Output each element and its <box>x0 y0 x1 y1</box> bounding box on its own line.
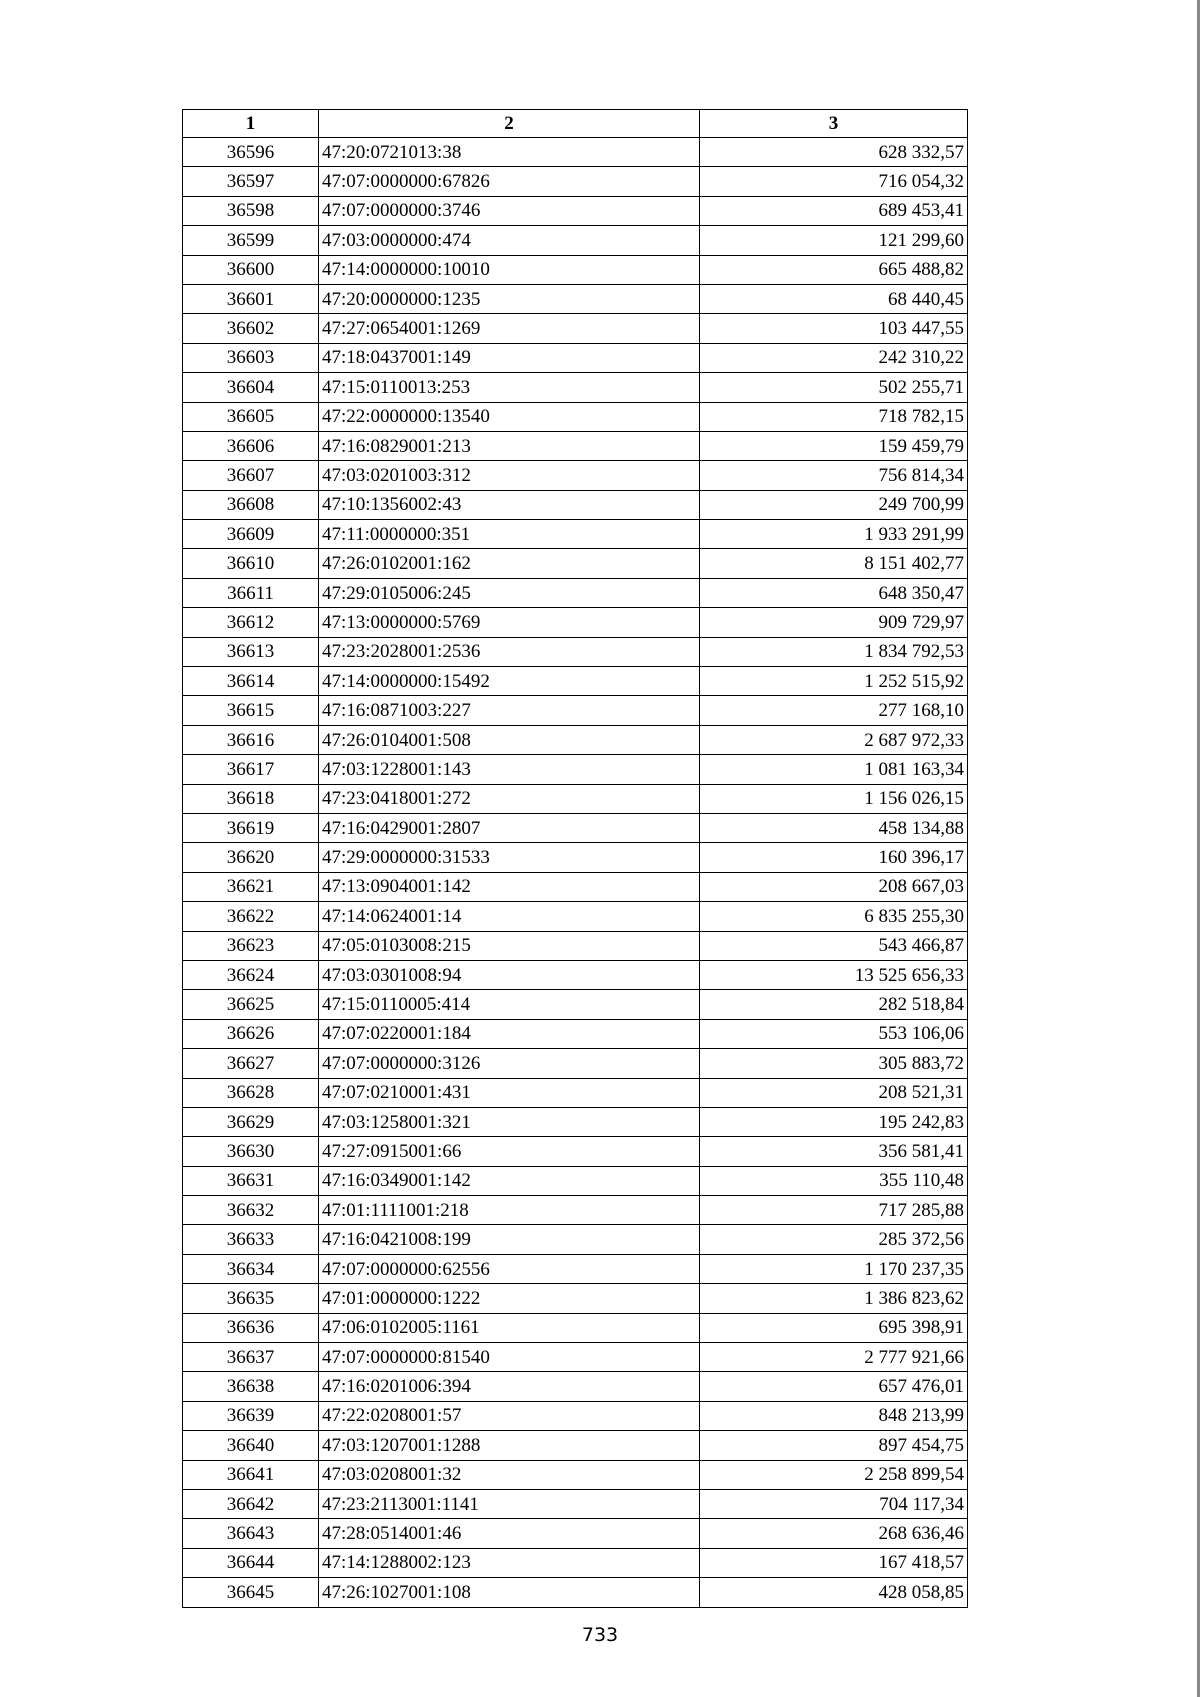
row-number-cell: 36612 <box>183 608 319 637</box>
table-row <box>183 373 968 402</box>
table-row <box>183 314 968 343</box>
value-cell: 1 834 792,53 <box>700 637 968 666</box>
value-cell: 716 054,32 <box>700 167 968 196</box>
cadastral-number-cell: 47:22:0000000:13540 <box>319 402 700 431</box>
value-cell: 689 453,41 <box>700 196 968 225</box>
row-number-cell: 36641 <box>183 1460 319 1489</box>
row-number-cell: 36624 <box>183 960 319 989</box>
value-cell: 167 418,57 <box>700 1548 968 1577</box>
value-cell: 195 242,83 <box>700 1107 968 1136</box>
cadastral-number-cell: 47:27:0915001:66 <box>319 1137 700 1166</box>
table-row <box>183 637 968 666</box>
value-cell: 159 459,79 <box>700 431 968 460</box>
row-number-cell: 36616 <box>183 725 319 754</box>
table-row <box>183 1548 968 1577</box>
row-number-cell: 36606 <box>183 431 319 460</box>
row-number-cell: 36627 <box>183 1049 319 1078</box>
cadastral-number-cell: 47:07:0220001:184 <box>319 1019 700 1048</box>
table-row <box>183 1225 968 1254</box>
value-cell: 2 777 921,66 <box>700 1343 968 1372</box>
cadastral-number-cell: 47:01:1111001:218 <box>319 1196 700 1225</box>
table-row <box>183 872 968 901</box>
row-number-cell: 36604 <box>183 373 319 402</box>
value-cell: 13 525 656,33 <box>700 960 968 989</box>
cadastral-number-cell: 47:14:0000000:10010 <box>319 255 700 284</box>
cadastral-number-cell: 47:10:1356002:43 <box>319 490 700 519</box>
row-number-cell: 36613 <box>183 637 319 666</box>
cadastral-number-cell: 47:11:0000000:351 <box>319 520 700 549</box>
row-number-cell: 36619 <box>183 813 319 842</box>
cadastral-number-cell: 47:18:0437001:149 <box>319 343 700 372</box>
cadastral-number-cell: 47:03:0301008:94 <box>319 960 700 989</box>
row-number-cell: 36621 <box>183 872 319 901</box>
cadastral-number-cell: 47:07:0000000:81540 <box>319 1343 700 1372</box>
row-number-cell: 36645 <box>183 1578 319 1607</box>
value-cell: 355 110,48 <box>700 1166 968 1195</box>
row-number-cell: 36618 <box>183 784 319 813</box>
value-cell: 208 667,03 <box>700 872 968 901</box>
data-table <box>182 109 968 1608</box>
row-number-cell: 36630 <box>183 1137 319 1166</box>
row-number-cell: 36642 <box>183 1489 319 1518</box>
row-number-cell: 36617 <box>183 755 319 784</box>
cadastral-number-cell: 47:26:0104001:508 <box>319 725 700 754</box>
row-number-cell: 36643 <box>183 1519 319 1548</box>
table-row <box>183 843 968 872</box>
table-row <box>183 343 968 372</box>
table-row <box>183 813 968 842</box>
row-number-cell: 36622 <box>183 902 319 931</box>
row-number-cell: 36607 <box>183 461 319 490</box>
cadastral-number-cell: 47:20:0721013:38 <box>319 138 700 167</box>
cadastral-number-cell: 47:05:0103008:215 <box>319 931 700 960</box>
row-number-cell: 36626 <box>183 1019 319 1048</box>
table-row <box>183 990 968 1019</box>
table-body <box>183 138 968 1608</box>
table-row <box>183 226 968 255</box>
page-number: 733 <box>581 1624 619 1646</box>
cadastral-number-cell: 47:23:2113001:1141 <box>319 1489 700 1518</box>
table-row <box>183 490 968 519</box>
table-header-row <box>183 110 968 138</box>
cadastral-number-cell: 47:23:0418001:272 <box>319 784 700 813</box>
row-number-cell: 36603 <box>183 343 319 372</box>
cadastral-number-cell: 47:13:0904001:142 <box>319 872 700 901</box>
table-row <box>183 1049 968 1078</box>
cadastral-number-cell: 47:14:0000000:15492 <box>319 667 700 696</box>
table-row <box>183 402 968 431</box>
row-number-cell: 36598 <box>183 196 319 225</box>
table-row <box>183 1578 968 1607</box>
value-cell: 756 814,34 <box>700 461 968 490</box>
cadastral-number-cell: 47:27:0654001:1269 <box>319 314 700 343</box>
value-cell: 103 447,55 <box>700 314 968 343</box>
table-row <box>183 196 968 225</box>
cadastral-number-cell: 47:29:0000000:31533 <box>319 843 700 872</box>
cadastral-number-cell: 47:16:0871003:227 <box>319 696 700 725</box>
table-row <box>183 1254 968 1283</box>
row-number-cell: 36611 <box>183 578 319 607</box>
value-cell: 657 476,01 <box>700 1372 968 1401</box>
cadastral-number-cell: 47:03:0000000:474 <box>319 226 700 255</box>
table-row <box>183 960 968 989</box>
row-number-cell: 36608 <box>183 490 319 519</box>
value-cell: 268 636,46 <box>700 1519 968 1548</box>
cadastral-number-cell: 47:28:0514001:46 <box>319 1519 700 1548</box>
row-number-cell: 36636 <box>183 1313 319 1342</box>
value-cell: 282 518,84 <box>700 990 968 1019</box>
table-row <box>183 696 968 725</box>
cadastral-number-cell: 47:16:0429001:2807 <box>319 813 700 842</box>
table-row <box>183 1313 968 1342</box>
cadastral-number-cell: 47:22:0208001:57 <box>319 1401 700 1430</box>
cadastral-number-cell: 47:29:0105006:245 <box>319 578 700 607</box>
value-cell: 628 332,57 <box>700 138 968 167</box>
value-cell: 277 168,10 <box>700 696 968 725</box>
value-cell: 458 134,88 <box>700 813 968 842</box>
value-cell: 160 396,17 <box>700 843 968 872</box>
cadastral-number-cell: 47:15:0110013:253 <box>319 373 700 402</box>
table-header <box>183 110 968 138</box>
row-number-cell: 36601 <box>183 284 319 313</box>
value-cell: 305 883,72 <box>700 1049 968 1078</box>
value-cell: 356 581,41 <box>700 1137 968 1166</box>
column-header-2: 2 <box>319 110 700 138</box>
cadastral-number-cell: 47:15:0110005:414 <box>319 990 700 1019</box>
cadastral-number-cell: 47:26:1027001:108 <box>319 1578 700 1607</box>
table-row <box>183 1019 968 1048</box>
value-cell: 1 170 237,35 <box>700 1254 968 1283</box>
row-number-cell: 36596 <box>183 138 319 167</box>
row-number-cell: 36609 <box>183 520 319 549</box>
table-row <box>183 578 968 607</box>
cadastral-number-cell: 47:16:0349001:142 <box>319 1166 700 1195</box>
value-cell: 6 835 255,30 <box>700 902 968 931</box>
value-cell: 718 782,15 <box>700 402 968 431</box>
value-cell: 208 521,31 <box>700 1078 968 1107</box>
cadastral-number-cell: 47:07:0210001:431 <box>319 1078 700 1107</box>
table-row <box>183 1460 968 1489</box>
table-row <box>183 431 968 460</box>
row-number-cell: 36633 <box>183 1225 319 1254</box>
value-cell: 695 398,91 <box>700 1313 968 1342</box>
table-row <box>183 1196 968 1225</box>
table-row <box>183 461 968 490</box>
value-cell: 553 106,06 <box>700 1019 968 1048</box>
cadastral-number-cell: 47:14:1288002:123 <box>319 1548 700 1577</box>
value-cell: 285 372,56 <box>700 1225 968 1254</box>
table-row <box>183 667 968 696</box>
value-cell: 848 213,99 <box>700 1401 968 1430</box>
value-cell: 665 488,82 <box>700 255 968 284</box>
table-row <box>183 1284 968 1313</box>
table-row <box>183 755 968 784</box>
table-row <box>183 255 968 284</box>
row-number-cell: 36623 <box>183 931 319 960</box>
row-number-cell: 36629 <box>183 1107 319 1136</box>
table-row <box>183 1078 968 1107</box>
cadastral-number-cell: 47:16:0421008:199 <box>319 1225 700 1254</box>
value-cell: 1 933 291,99 <box>700 520 968 549</box>
cadastral-number-cell: 47:03:1228001:143 <box>319 755 700 784</box>
row-number-cell: 36635 <box>183 1284 319 1313</box>
cadastral-number-cell: 47:03:1207001:1288 <box>319 1431 700 1460</box>
value-cell: 897 454,75 <box>700 1431 968 1460</box>
cadastral-number-cell: 47:03:0208001:32 <box>319 1460 700 1489</box>
cadastral-number-cell: 47:07:0000000:3126 <box>319 1049 700 1078</box>
row-number-cell: 36605 <box>183 402 319 431</box>
table-row <box>183 1343 968 1372</box>
value-cell: 68 440,45 <box>700 284 968 313</box>
row-number-cell: 36597 <box>183 167 319 196</box>
cadastral-number-cell: 47:01:0000000:1222 <box>319 1284 700 1313</box>
column-header-1: 1 <box>183 110 319 138</box>
value-cell: 428 058,85 <box>700 1578 968 1607</box>
cadastral-number-cell: 47:06:0102005:1161 <box>319 1313 700 1342</box>
table-row <box>183 520 968 549</box>
value-cell: 2 687 972,33 <box>700 725 968 754</box>
value-cell: 121 299,60 <box>700 226 968 255</box>
table-row <box>183 1137 968 1166</box>
value-cell: 909 729,97 <box>700 608 968 637</box>
value-cell: 543 466,87 <box>700 931 968 960</box>
row-number-cell: 36614 <box>183 667 319 696</box>
value-cell: 704 117,34 <box>700 1489 968 1518</box>
table-row <box>183 1107 968 1136</box>
row-number-cell: 36638 <box>183 1372 319 1401</box>
table-row <box>183 1166 968 1195</box>
table-row <box>183 167 968 196</box>
cadastral-number-cell: 47:20:0000000:1235 <box>319 284 700 313</box>
row-number-cell: 36632 <box>183 1196 319 1225</box>
row-number-cell: 36615 <box>183 696 319 725</box>
value-cell: 1 156 026,15 <box>700 784 968 813</box>
row-number-cell: 36625 <box>183 990 319 1019</box>
table-row <box>183 608 968 637</box>
table-row <box>183 725 968 754</box>
table-row <box>183 1431 968 1460</box>
cadastral-number-cell: 47:26:0102001:162 <box>319 549 700 578</box>
row-number-cell: 36628 <box>183 1078 319 1107</box>
table-row <box>183 1519 968 1548</box>
cadastral-number-cell: 47:14:0624001:14 <box>319 902 700 931</box>
table-row <box>183 549 968 578</box>
cadastral-number-cell: 47:23:2028001:2536 <box>319 637 700 666</box>
value-cell: 1 386 823,62 <box>700 1284 968 1313</box>
row-number-cell: 36634 <box>183 1254 319 1283</box>
table-row <box>183 784 968 813</box>
table-row <box>183 1372 968 1401</box>
table-row <box>183 931 968 960</box>
value-cell: 249 700,99 <box>700 490 968 519</box>
value-cell: 502 255,71 <box>700 373 968 402</box>
row-number-cell: 36644 <box>183 1548 319 1577</box>
cadastral-number-cell: 47:13:0000000:5769 <box>319 608 700 637</box>
row-number-cell: 36639 <box>183 1401 319 1430</box>
value-cell: 648 350,47 <box>700 578 968 607</box>
table-row <box>183 284 968 313</box>
row-number-cell: 36602 <box>183 314 319 343</box>
cadastral-number-cell: 47:07:0000000:62556 <box>319 1254 700 1283</box>
table-row <box>183 902 968 931</box>
value-cell: 1 252 515,92 <box>700 667 968 696</box>
value-cell: 717 285,88 <box>700 1196 968 1225</box>
cadastral-number-cell: 47:07:0000000:3746 <box>319 196 700 225</box>
value-cell: 8 151 402,77 <box>700 549 968 578</box>
value-cell: 1 081 163,34 <box>700 755 968 784</box>
row-number-cell: 36640 <box>183 1431 319 1460</box>
value-cell: 2 258 899,54 <box>700 1460 968 1489</box>
cadastral-number-cell: 47:03:0201003:312 <box>319 461 700 490</box>
table-row <box>183 1401 968 1430</box>
table-row <box>183 1489 968 1518</box>
row-number-cell: 36637 <box>183 1343 319 1372</box>
cadastral-number-cell: 47:03:1258001:321 <box>319 1107 700 1136</box>
column-header-3: 3 <box>700 110 968 138</box>
table-row <box>183 138 968 167</box>
row-number-cell: 36600 <box>183 255 319 284</box>
row-number-cell: 36599 <box>183 226 319 255</box>
row-number-cell: 36610 <box>183 549 319 578</box>
cadastral-number-cell: 47:07:0000000:67826 <box>319 167 700 196</box>
cadastral-number-cell: 47:16:0829001:213 <box>319 431 700 460</box>
row-number-cell: 36631 <box>183 1166 319 1195</box>
cadastral-number-cell: 47:16:0201006:394 <box>319 1372 700 1401</box>
value-cell: 242 310,22 <box>700 343 968 372</box>
row-number-cell: 36620 <box>183 843 319 872</box>
